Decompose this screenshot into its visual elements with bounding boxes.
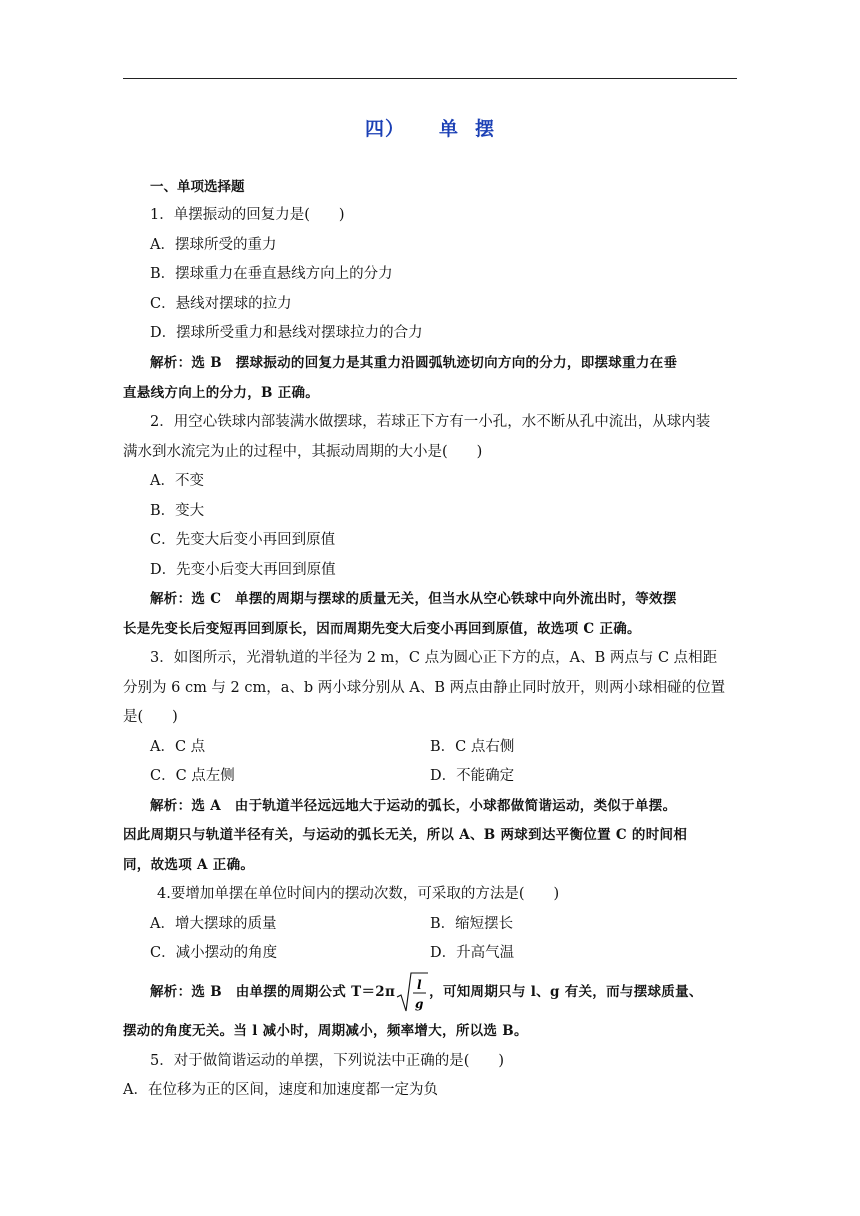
q3-explanation-2: 因此周期只与轨道半径有关，与运动的弧长无关，所以 A、B 两球到达平衡位置 C 的时间相 <box>123 827 688 843</box>
q1-option-a: A．摆球所受的重力 <box>150 237 277 253</box>
q5-stem: 5．对于做简谐运动的单摆，下列说法中正确的是( ) <box>150 1053 505 1069</box>
q3-stem-2: 分别为 6 cm 与 2 cm，a、b 两小球分别从 A、B 两点由静止同时放开，则两小球相碰的位置 <box>123 680 726 696</box>
q4-stem: 4.要增加单摆在单位时间内的摆动次数，可采取的方法是( ) <box>157 886 560 902</box>
q2-stem-1: 2．用空心铁球内部装满水做摆球，若球正下方有一小孔，水不断从孔中流出，从球内装 <box>150 414 711 430</box>
q4-explanation-pre: 解析：选 B 由单摆的周期公式 T＝2π <box>150 984 396 1000</box>
q3-option-d: D．不能确定 <box>430 768 515 784</box>
q2-explanation-2: 长是先变长后变短再回到原长，因而周期先变大后变小再回到原值，故选项 C 正确。 <box>123 621 641 637</box>
q2-explanation-1: 解析：选 C 单摆的周期与摆球的质量无关，但当水从空心铁球中向外流出时，等效摆 <box>150 591 677 607</box>
q1-option-d: D．摆球所受重力和悬线对摆球拉力的合力 <box>150 325 423 341</box>
q3-explanation-1: 解析：选 A 由于轨道半径远远地大于运动的弧长，小球都做简谐运动，类似于单摆。 <box>150 798 677 814</box>
q3-option-a: A．C 点 <box>150 739 206 755</box>
header-rule <box>123 78 737 79</box>
q2-option-d: D．先变小后变大再回到原值 <box>150 562 336 578</box>
q2-option-c: C．先变大后变小再回到原值 <box>150 532 336 548</box>
q4-option-b: B．缩短摆长 <box>430 916 514 932</box>
q1-option-b: B．摆球重力在垂直悬线方向上的分力 <box>150 266 393 282</box>
q4-option-c: C．减小摆动的角度 <box>150 945 278 961</box>
q5-option-a: A．在位移为正的区间，速度和加速度都一定为负 <box>123 1082 438 1098</box>
q1-explanation-1: 解析：选 B 摆球振动的回复力是其重力沿圆弧轨迹切向方向的分力，即摆球重力在垂 <box>150 355 678 371</box>
q1-stem: 1．单摆振动的回复力是( ) <box>150 207 345 223</box>
title-part-3: 摆 <box>475 118 496 140</box>
title-part-2: 单 <box>438 118 459 140</box>
q3-explanation-3: 同，故选项 A 正确。 <box>123 857 255 873</box>
q4-explanation-1 <box>150 977 703 1011</box>
fraction-numerator: l <box>417 977 422 992</box>
q4-option-a: A．增大摆球的质量 <box>150 916 277 932</box>
page-title <box>0 114 860 141</box>
q2-option-b: B．变大 <box>150 503 205 519</box>
title-part-1: 四） <box>364 118 405 140</box>
q1-explanation-2: 直悬线方向上的分力，B 正确。 <box>123 385 320 401</box>
q1-option-c: C．悬线对摆球的拉力 <box>150 296 292 312</box>
q4-explanation-post: ，可知周期只与 l、g 有关，而与摆球质量、 <box>429 984 703 1000</box>
q2-option-a: A．不变 <box>150 473 204 489</box>
q4-option-d: D．升高气温 <box>430 945 515 961</box>
q4-explanation-2: 摆动的角度无关。当 l 减小时，周期减小，频率增大，所以选 B。 <box>123 1023 528 1039</box>
sqrt-fraction <box>395 977 429 1011</box>
q2-stem-2: 满水到水流完为止的过程中，其振动周期的大小是( ) <box>123 444 483 460</box>
q3-stem-3: 是( ) <box>123 709 178 725</box>
q3-option-b: B．C 点右侧 <box>430 739 515 755</box>
section-heading: 一、单项选择题 <box>150 179 245 195</box>
q3-option-c: C．C 点左侧 <box>150 768 235 784</box>
q3-stem-1: 3．如图所示，光滑轨道的半径为 2 m，C 点为圆心正下方的点，A、B 两点与 C 点相距 <box>150 650 718 666</box>
fraction-denominator: g <box>415 996 424 1011</box>
